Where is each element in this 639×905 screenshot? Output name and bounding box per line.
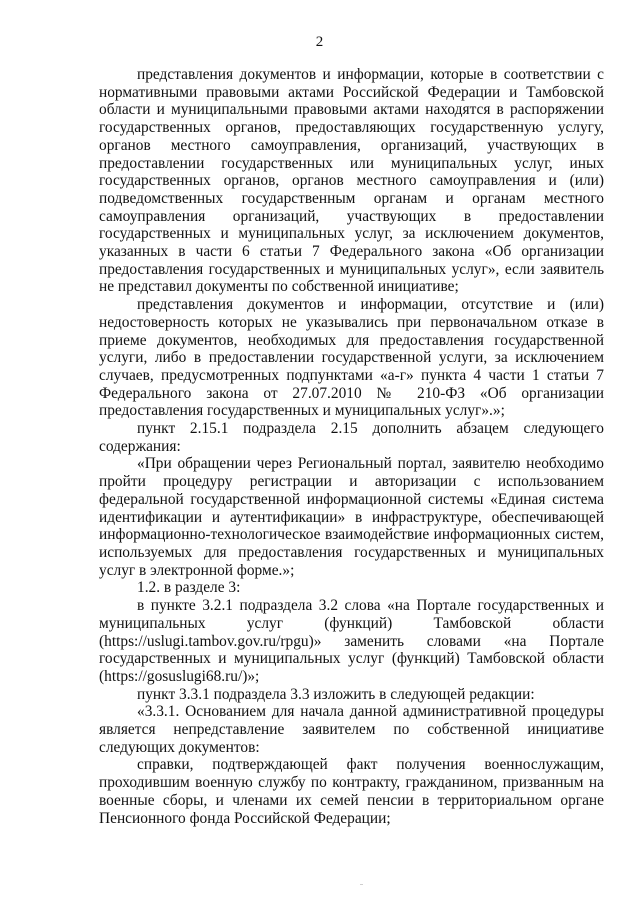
paragraph-item-2-15-1: пункт 2.15.1 подраздела 2.15 дополнить абзацем следующего содержания: [99, 420, 604, 455]
paragraph-item-3-2-1: в пункте 3.2.1 подраздела 3.2 слова «на Портале государственных и муниципальных услуг (функций) Тамбовской области (https://uslugi.tambov.gov.ru/rpgu)» заменить словами «на Портале государственных и муниципальных услуг (функций) Тамбовской области (https://gosuslugi68.ru/)»; [99, 597, 604, 685]
paragraph-item-3-3-1-text: «3.3.1. Основанием для начала данной административной процедуры является непредставление заявителем по собственной инициативе следующих документов: [99, 703, 604, 756]
paragraph-documents-list: представления документов и информации, которые в соответствии с нормативными правовыми актами Российской Федерации и Тамбовской области и муниципальными правовыми актами находятся в распоряжении государственных органов, предоставляющих государственную услугу, органов местного самоуправления, организаций, участвующих в предоставлении государственных или муниципальных услуг, иных государственных органов, органов местного самоуправления и (или) подведомственных государственным органам и органам местного самоуправления организаций, участвующих в предоставлении государственных и муниципальных услуг, за исключением документов, указанных в части 6 статьи 7 Федерального закона «Об организации предоставления государственных и муниципальных услуг», если заявитель не представил документы по собственной инициативе; [99, 66, 604, 296]
paragraph-item-3-3-1-intro: пункт 3.3.1 подраздела 3.3 изложить в следующей редакции: [137, 685, 535, 703]
paragraph-pension-certificate: справки, подтверждающей факт получения военнослужащим, проходившим военную службу по контракту, гражданином, призванным на военные сборы, и членами их семей пенсии в территориальном органе Пенсионного фонда Российской Федерации; [99, 756, 604, 827]
document-body [99, 66, 604, 827]
paragraph-unreliable-documents: представления документов и информации, отсутствие и (или) недостоверность которых не указывались при первоначальном отказе в приеме документов, необходимых для предоставления государственной услуги, либо в предоставлении государственной услуги, за исключением случаев, предусмотренных подпунктами «а-г» пункта 4 части 1 статьи 7 Федерального закона от 27.07.2010 № 210-ФЗ «Об организации предоставления государственных и муниципальных услуг».»; [99, 296, 604, 420]
paragraph-section-3-heading: 1.2. в разделе 3: [137, 579, 241, 597]
scan-mark [360, 884, 363, 885]
page-number: 2 [315, 34, 324, 50]
paragraph-regional-portal: «При обращении через Региональный портал, заявителю необходимо пройти процедуру регистрации и авторизации с использованием федеральной государственной информационной системы «Единая система идентификации и аутентификации» в инфраструктуре, обеспечивающей информационно-технологическое взаимодействие информационных систем, используемых для предоставления государственных и муниципальных услуг в электронной форме.»; [99, 455, 604, 579]
